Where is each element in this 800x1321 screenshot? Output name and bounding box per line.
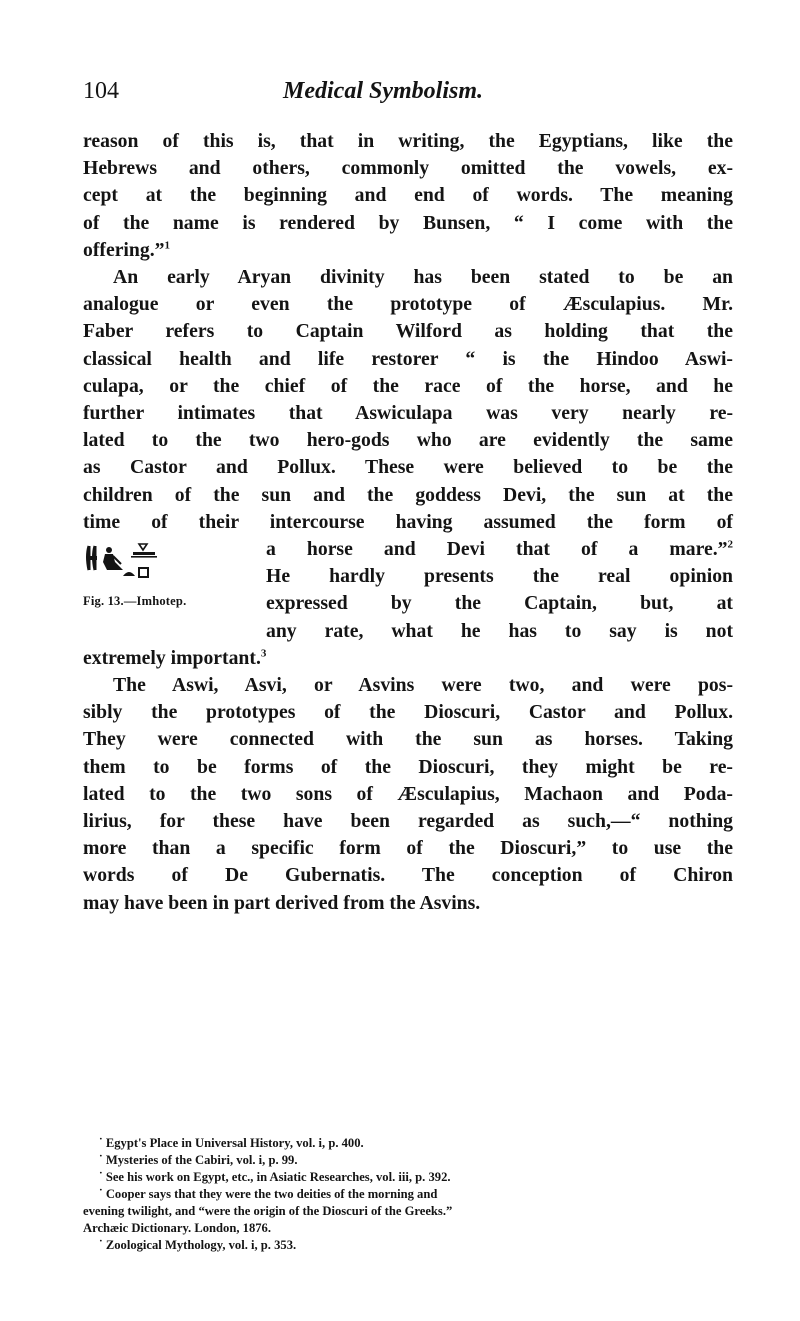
text-line: further intimates that Aswiculapa was very nearly re-: [83, 402, 733, 425]
text-line-content: offering.”: [83, 238, 165, 261]
text-line: The Aswi, Asvi, or Asvins were two, and were pos-: [113, 674, 733, 697]
text-line: lated to the two hero-gods who are evidently the same: [83, 429, 733, 452]
text-line: classical health and life restorer “ is the Hindoo Aswi-: [83, 347, 733, 370]
page-header: [83, 78, 733, 112]
text-line: analogue or even the prototype of Æsculapius. Mr.: [83, 293, 733, 316]
text-line: [83, 237, 733, 264]
text-line: any rate, what he has to say is not: [266, 619, 733, 642]
text-line: of the name is rendered by Bunsen, “ I come with the: [83, 211, 733, 234]
footnote-mark: 1: [164, 239, 170, 252]
paragraph-1: [83, 128, 733, 264]
text-line: lirius, for these have been regarded as such,—“ nothing: [83, 810, 733, 833]
text-line: reason of this is, that in writing, the Egyptians, like the: [83, 130, 733, 152]
imhotep-hieroglyph-icon: [83, 540, 233, 586]
figure-caption: Fig. 13.—Imhotep.: [83, 594, 187, 609]
text-line: They were connected with the sun as horses. Taking: [83, 728, 733, 751]
text-line-content: a horse and Devi that of a mare.”: [266, 538, 728, 561]
figure-wrap-block: [83, 536, 733, 645]
text-line: culapa, or the chief of the race of the horse, and he: [83, 374, 733, 397]
text-line: He hardly presents the real opinion: [266, 565, 733, 588]
text-line: time of their intercourse having assumed the form of: [83, 510, 733, 533]
text-line: lated to the two sons of Æsculapius, Machaon and Poda-: [83, 782, 733, 805]
text-line: An early Aryan divinity has been stated to be an: [113, 266, 733, 289]
text-line: expressed by the Captain, but, at: [266, 592, 733, 615]
text-line: cept at the beginning and end of words. The meaning: [83, 184, 733, 207]
footnote-mark: 3: [260, 647, 267, 660]
text-line: words of De Gubernatis. The conception of Chiron: [83, 864, 733, 887]
footnote-text: Mysteries of the Cabiri, vol. i, p. 99.: [105, 1153, 298, 1167]
text-line-content: extremely important.: [83, 646, 261, 669]
paragraph-2: [83, 264, 733, 536]
text-line: [83, 645, 733, 672]
footnote-text: Zoological Mythology, vol. i, p. 353.: [105, 1238, 297, 1252]
text-line: as Castor and Pollux. These were believed to be the: [83, 456, 733, 479]
figure-imhotep: [83, 536, 238, 645]
footnote-text: Cooper says that they were the two deities of the morning and: [105, 1187, 438, 1201]
text-line: them to be forms of the Dioscuri, they might be re-: [83, 755, 733, 778]
footnote-3: · See his work on Egypt, etc., in Asiatic Researches, vol. iii, p. 392.: [99, 1166, 451, 1184]
wrapped-text: [266, 536, 733, 645]
footnote-text: See his work on Egypt, etc., in Asiatic Researches, vol. iii, p. 392.: [105, 1170, 451, 1184]
footnote-mark: 2: [727, 538, 733, 551]
text-line: sibly the prototypes of the Dioscuri, Castor and Pollux.: [83, 701, 733, 724]
footnote-text: Egypt's Place in Universal History, vol. i, p. 400.: [105, 1136, 364, 1150]
paragraph-3: [83, 672, 733, 917]
footnote-5: · Zoological Mythology, vol. i, p. 353.: [99, 1234, 297, 1252]
text-line: may have been in part derived from the Asvins.: [83, 891, 481, 914]
paragraph-2-tail: [83, 645, 733, 672]
footnote-1: · Egypt's Place in Universal History, vol. i, p. 400.: [99, 1132, 364, 1150]
body-text: [83, 128, 733, 917]
footnotes: [83, 1132, 733, 1254]
page-number: 104: [83, 78, 119, 104]
text-line: [266, 536, 733, 563]
running-title: Medical Symbolism.: [283, 78, 483, 104]
text-line: more than a specific form of the Dioscuri,” to use the: [83, 837, 733, 860]
footnote-4-cont: evening twilight, and “were the origin of the Dioscuri of the Greeks.”: [83, 1204, 453, 1218]
text-line: Hebrews and others, commonly omitted the vowels, ex-: [83, 157, 733, 180]
text-line: Faber refers to Captain Wilford as holding that the: [83, 320, 733, 343]
footnote-2: · Mysteries of the Cabiri, vol. i, p. 99.: [99, 1149, 298, 1167]
text-line: children of the sun and the goddess Devi, the sun at the: [83, 483, 733, 506]
footnote-4: · Cooper says that they were the two deities of the morning and: [99, 1183, 438, 1201]
footnote-4-cont: Archæic Dictionary. London, 1876.: [83, 1221, 271, 1235]
